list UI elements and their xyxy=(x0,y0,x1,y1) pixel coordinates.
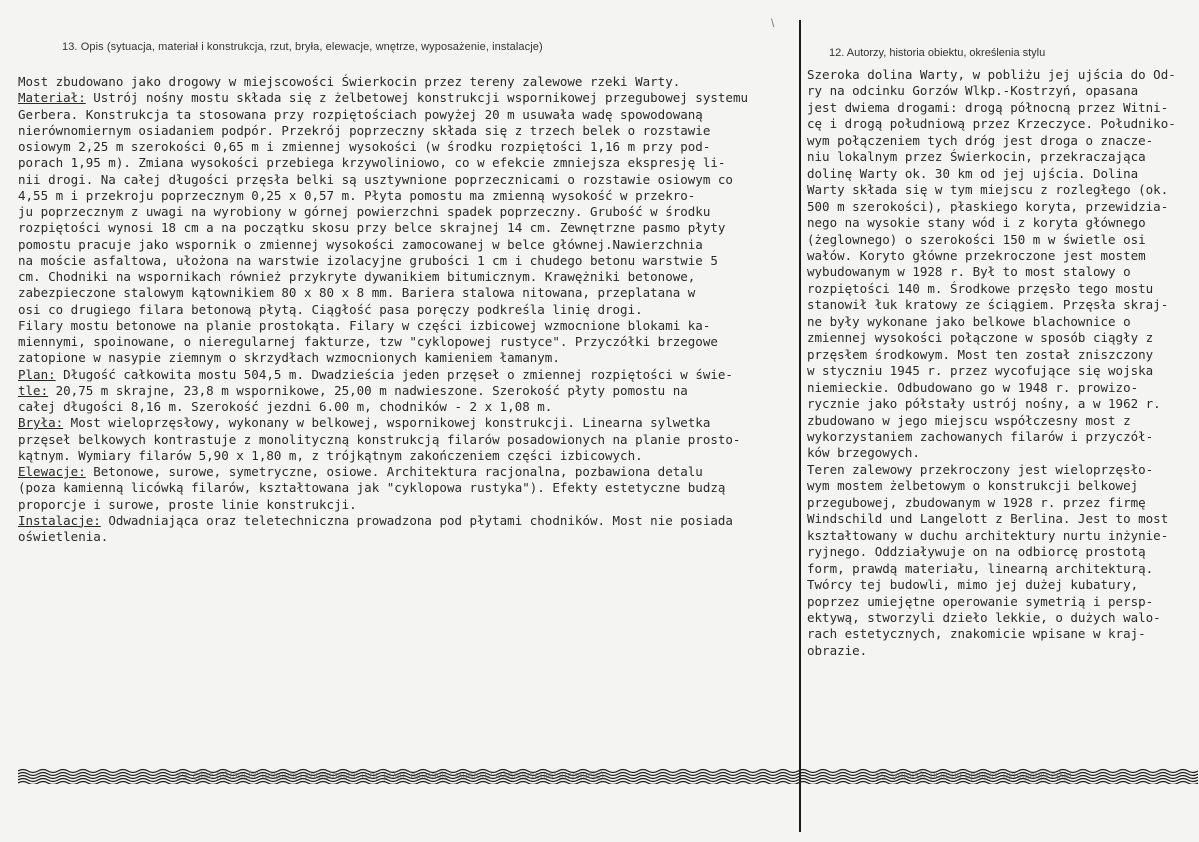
description-line xyxy=(18,285,788,301)
description-line xyxy=(18,204,788,220)
section-label: Bryła: xyxy=(18,415,64,431)
history-line: Szeroka dolina Warty, w pobliżu jej ujścia do Od- xyxy=(807,67,1176,82)
line-text: osiowym 2,25 m szerokości 0,65 m i zmiennej wysokości (w środku rozpiętości 1,16 m przy pod- xyxy=(18,139,711,154)
line-text: Most wieloprzęsłowy, wykonany w belkowej, wspornikowej konstrukcji. Linearna sylwetka xyxy=(63,415,711,431)
history-line: kształtowany w duchu architektury nurtu inżynie- xyxy=(807,527,1169,543)
history-line: wałów. Koryto główne przekroczone jest mostem xyxy=(807,247,1146,263)
description-line xyxy=(18,529,788,545)
history-line: zmiennej wysokości połączone w sposób ciągły z xyxy=(807,330,1154,346)
history-line: zbudowano w jego miejscu współczesny most z xyxy=(807,412,1131,428)
description-line xyxy=(18,107,788,123)
history-line: 500 m szerokości), płaskiego koryta, przewidzia- xyxy=(807,198,1169,214)
line-text: zabezpieczone stalowym kątownikiem 80 x 80 x 8 mm. Bariera stalowa nitowana, przeplatana w xyxy=(18,285,696,301)
column-divider xyxy=(799,20,801,832)
description-line xyxy=(18,139,788,155)
description-line xyxy=(18,188,788,204)
description-text xyxy=(18,74,788,545)
history-line: (żeglownego) o szerokości 150 m w świetle osi xyxy=(807,231,1146,247)
description-line xyxy=(18,415,788,431)
line-text: osi co drugiego filara betonową płytą. Ciągłość pasa poręczy podkreśla linię drogi. xyxy=(18,301,643,317)
history-line: rach estetycznych, znakomicie wpisane w kraj- xyxy=(807,626,1146,642)
description-line xyxy=(18,399,788,415)
section-label: Plan: xyxy=(18,366,56,382)
history-line: cę i drogą południową przez Krzeczyce. Południko- xyxy=(807,116,1176,132)
description-line xyxy=(18,269,788,285)
line-text: oświetlenia. xyxy=(18,529,109,544)
line-text: 20,75 m skrajne, 23,8 m wspornikowe, 25,00 m nadwieszone. Szerokość płyty pomostu na xyxy=(48,382,688,398)
description-line xyxy=(18,448,788,464)
line-text: proporcje i surowe, proste linie konstrukcji. xyxy=(18,496,357,512)
description-line xyxy=(18,220,788,236)
description-line xyxy=(18,155,788,171)
history-line: wybudowanym w 1928 r. Był to most stalowy o xyxy=(807,264,1131,280)
line-text: porach 1,95 m). Zmiana wysokości przebiega krzywoliniowo, co w efekcie zmniejsza ekspresję li- xyxy=(18,155,726,171)
line-text: nii drogi. Na całej długości przęsła belki są usztywnione poprzecznicami o rozstawie osiowym co xyxy=(18,171,733,187)
history-line: wym połączeniem tych dróg jest droga o znacze- xyxy=(807,132,1154,148)
line-text: Długość całkowita mostu 504,5 m. Dwadzieścia jeden przęseł o zmiennej rozpiętości w świe- xyxy=(55,366,733,382)
description-line xyxy=(18,383,788,399)
description-line xyxy=(18,464,788,480)
history-line: dolinę Warty ok. 30 km od jej ujścia. Dolina xyxy=(807,165,1139,181)
history-line: form, prawdą materiału, linearną architekturą. xyxy=(807,560,1154,576)
description-line xyxy=(18,253,788,269)
history-line: ryjnego. Oddziaływuje on na odbiorcę prostotą xyxy=(807,544,1146,560)
line-text: rozpiętości wynosi 18 cm a na początku skosu przy belce skrajnej 14 cm. Zewnętrzne pasmo płyty xyxy=(18,220,726,236)
description-line xyxy=(18,480,788,496)
description-line xyxy=(18,172,788,188)
line-text: Odwadniająca oraz teletechniczna prowadzona pod płytami chodników. Most nie posiada xyxy=(100,512,733,528)
corner-mark: \ xyxy=(771,16,775,30)
description-line xyxy=(18,318,788,334)
line-text: zatopione w nasypie ziemnym o skrzydłach wzmocnionych kamieniem łamanym. xyxy=(18,350,560,366)
section-13-heading: 13. Opis (sytuacja, materiał i konstrukcja, rzut, bryła, elewacje, wnętrze, wyposażenie, instalacje) xyxy=(62,41,543,53)
history-line: rycznie jako półstały ustrój nośny, a w 1962 r. xyxy=(807,396,1161,412)
history-line: rozpiętości 140 m. Środkowe przęsło tego mostu xyxy=(807,280,1154,296)
line-text: miennymi, spoinowane, o nieregularnej fakturze, tzw "cyklopowej rustyce". Przyczółki brzegowe xyxy=(18,334,718,349)
line-text: Betonowe, surowe, symetryczne, osiowe. Architektura racjonalna, pozbawiona detalu xyxy=(85,464,703,479)
mirrored-footer-right: 12. Autorzy, historia obiektu, określenia stylu xyxy=(875,770,1072,781)
description-line xyxy=(18,237,788,253)
history-line: nego na wysokie stany wód i z koryta głównego xyxy=(807,215,1146,231)
line-text: nierównomiernym osiadaniem podpór. Przekrój poprzeczny składa się z trzech belek o rozstawie xyxy=(18,122,711,138)
line-text: całej długości 8,16 m. Szerokość jezdni 6.00 m, chodników - 2 x 1,08 m. xyxy=(18,399,553,414)
description-line xyxy=(18,334,788,350)
history-line: Twórcy tej budowli, mimo jej dużej kubatury, xyxy=(807,577,1139,593)
mirrored-footer-left: 13. Opis (sytuacja, materiał i konstrukcja, rzut, bryła, elewacje, wnętrze, wyposażenie, instalacje) xyxy=(176,770,604,781)
description-line xyxy=(18,90,788,106)
section-12-heading: 12. Autorzy, historia obiektu, określenia stylu xyxy=(829,47,1046,59)
description-line xyxy=(18,513,788,529)
history-line: niu lokalnym przez Świerkocin, przekraczająca xyxy=(807,149,1146,165)
line-text: Filary mostu betonowe na planie prostokąta. Filary w części izbicowej wzmocnione blokami ka- xyxy=(18,317,711,333)
line-text: Ustrój nośny mostu składa się z żelbetowej konstrukcji wspornikowej przegubowej systemu xyxy=(85,90,748,106)
line-text: Most zbudowano jako drogowy w miejscowości Świerkocin przez tereny zalewowe rzeki Warty. xyxy=(18,74,681,89)
history-line: ków brzegowych. xyxy=(807,445,920,461)
history-line: ry na odcinku Gorzów Wlkp.-Kostrzyń, opasana xyxy=(807,83,1139,99)
history-line: przegubowej, zbudowanym w 1928 r. przez firmę xyxy=(807,494,1146,510)
description-line xyxy=(18,367,788,383)
history-line: ne były wykonane jako belkowe blachownice o xyxy=(807,313,1131,329)
history-line: Warty składa się w tym miejscu z rozległego (ok. xyxy=(807,182,1169,198)
history-line: wym mostem żelbetowym o konstrukcji belkowej xyxy=(807,478,1139,494)
history-line: wykorzystaniem zachowanych filarów i przyczół- xyxy=(807,428,1154,444)
line-text: pomostu pracuje jako wspornik o zmiennej wysokości zamocowanej w belce głównej.Nawierzchnia xyxy=(18,236,703,252)
history-line: stanowił łuk kratowy ze ściągiem. Przęsła skraj- xyxy=(807,297,1169,313)
history-line: poprzez umiejętne operowanie symetrią i persp- xyxy=(807,593,1154,609)
description-line xyxy=(18,74,788,90)
description-line xyxy=(18,302,788,318)
section-label: Instalacje: xyxy=(18,512,101,528)
line-text: kątnym. Wymiary filarów 5,90 x 1,80 m, z trójkątnym zakończeniem części izbicowych. xyxy=(18,447,643,463)
line-text: cm. Chodniki na wspornikach również przykryte dywanikiem bitumicznym. Krawężniki betonowe, xyxy=(18,269,696,284)
section-label: tle: xyxy=(18,382,49,398)
description-line xyxy=(18,432,788,448)
history-line: w styczniu 1945 r. przez wycofujące się wojska xyxy=(807,363,1154,379)
history-line: przęsłem środkowym. Most ten został zniszczony xyxy=(807,346,1154,362)
section-label: Materiał: xyxy=(18,90,86,106)
history-line: Windschild und Langelott z Berlina. Jest to most xyxy=(807,511,1169,527)
line-text: (poza kamienną licówką filarów, kształtowana jak "cyklopowa rustyka"). Efekty estetyczne budzą xyxy=(18,480,726,496)
history-line: ektywą, stworzyli dzieło lekkie, o dużych walo- xyxy=(807,609,1161,625)
description-line xyxy=(18,497,788,513)
section-label: Elewacje: xyxy=(18,464,86,479)
line-text: przęseł belkowych kontrastuje z monolityczną konstrukcją filarów posadowionych na planie prosto- xyxy=(18,431,741,447)
history-line: niemieckie. Odbudowano go w 1948 r. prowizo- xyxy=(807,379,1139,395)
history-line: jest dwiema drogami: drogą północną przez Witni- xyxy=(807,99,1169,115)
line-text: 4,55 m i przekroju poprzecznym 0,25 x 0,57 m. Płyta pomostu ma zmienną wysokość w przekro- xyxy=(18,187,696,203)
line-text: na moście asfaltowa, ułożona na warstwie izolacyjne grubości 1 cm i chudego betonu warstwie 5 xyxy=(18,252,718,268)
description-line xyxy=(18,350,788,366)
history-line: obrazie. xyxy=(807,642,868,658)
line-text: ju poprzecznym z uwagi na wyrobiony w górnej powierzchni spadek poprzeczny. Grubość w środku xyxy=(18,204,711,219)
history-text xyxy=(807,67,1179,659)
line-text: Gerbera. Konstrukcja ta stosowana przy rozpiętościach powyżej 20 m usuwała wadę spowodowaną xyxy=(18,106,703,122)
description-line xyxy=(18,123,788,139)
history-line: Teren zalewowy przekroczony jest wieloprzęsło- xyxy=(807,461,1154,477)
